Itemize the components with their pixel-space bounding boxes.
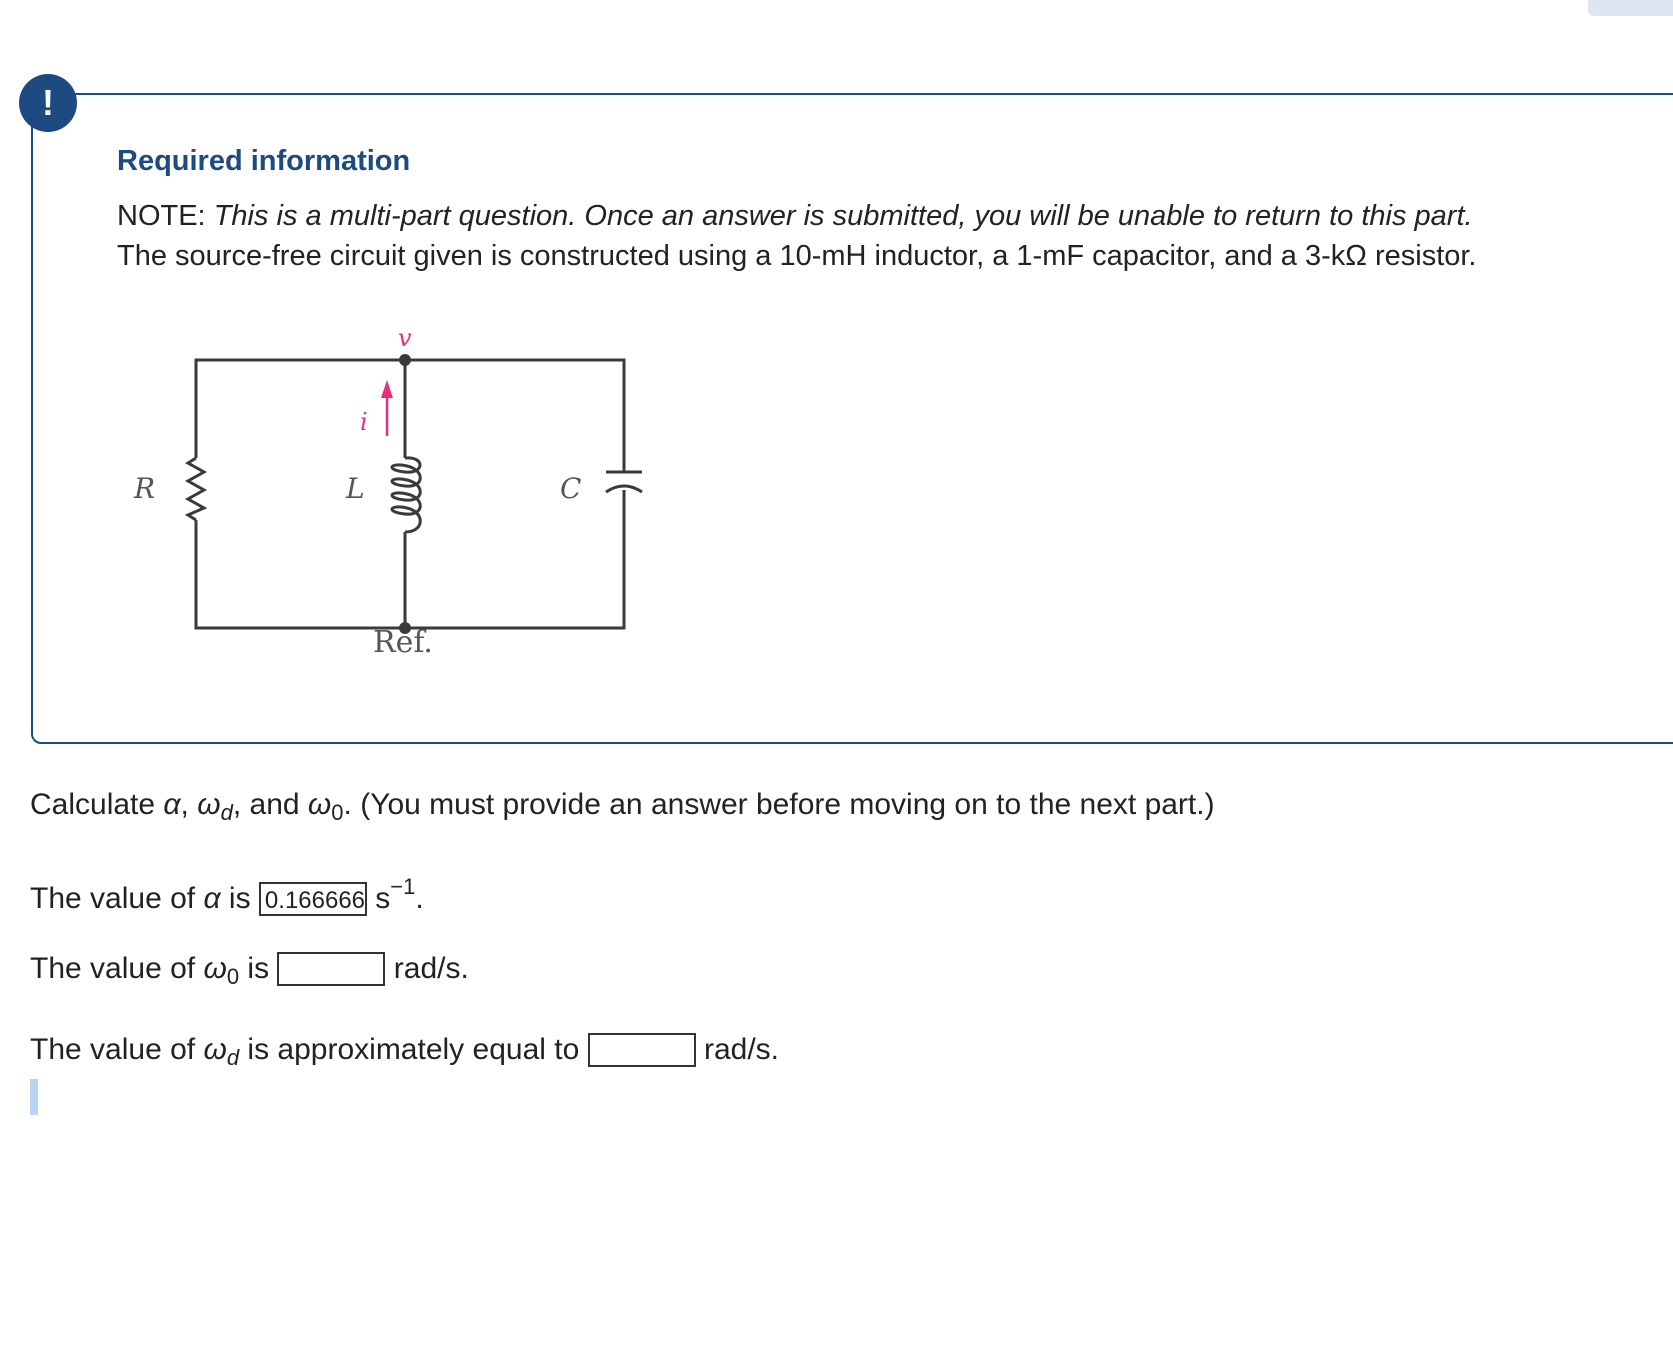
answer-is: is	[247, 952, 270, 985]
omega-0-sub: 0	[331, 800, 344, 825]
unit-exponent: −1	[390, 874, 416, 899]
alert-icon: !	[19, 74, 77, 132]
omega-d-sub: d	[226, 1045, 240, 1070]
wire-right-bottom	[405, 490, 624, 628]
omegad-answer-row	[30, 1033, 779, 1071]
answer-prefix: The value of	[30, 952, 196, 985]
resistor-symbol	[188, 458, 204, 520]
wire-left-top	[196, 360, 405, 458]
answer-unit: rad/s.	[703, 1033, 779, 1066]
prompt-sep: , and	[232, 788, 300, 821]
answer-prefix: The value of	[30, 1033, 196, 1066]
current-arrow-icon	[381, 380, 393, 436]
node-top	[399, 354, 411, 366]
answer-unit: s	[375, 882, 391, 915]
alpha-symbol: α	[203, 882, 221, 915]
current-label: i	[360, 408, 368, 436]
note-text: This is a multi-part question. Once an answer is submitted, you will be unable to return to this part.	[213, 200, 1473, 232]
required-info-title: Required information	[117, 145, 411, 177]
alpha-symbol: α	[163, 788, 181, 821]
omega-d-symbol: ω	[203, 1033, 227, 1066]
answer-end: .	[415, 882, 424, 915]
alpha-answer-row	[30, 874, 424, 916]
omega0-answer-row	[30, 952, 469, 990]
prompt-suffix: . (You must provide an answer before moving on to the next part.)	[343, 788, 1215, 821]
top-corner-tab	[1588, 0, 1673, 16]
resistor-label: R	[134, 472, 156, 505]
alpha-input[interactable]: 0.166666	[259, 882, 367, 916]
omega0-input[interactable]	[277, 952, 385, 986]
reference-label: Ref.	[373, 625, 433, 660]
answer-is: is approximately equal to	[247, 1033, 580, 1066]
omega-0-symbol: ω	[203, 952, 227, 985]
omega-d-sub: d	[220, 800, 233, 825]
wire-left-bottom	[196, 520, 405, 628]
text-cursor	[30, 1079, 38, 1115]
omegad-input[interactable]	[588, 1033, 696, 1067]
wire-right-top	[405, 360, 624, 472]
capacitor-symbol	[606, 472, 642, 492]
omega-0-symbol: ω	[307, 788, 332, 821]
circuit-description: The source-free circuit given is constructed using a 10-mH inductor, a 1-mF capacitor, and a 3-kΩ resistor.	[117, 240, 1477, 272]
prompt-sep: ,	[180, 788, 189, 821]
voltage-label: v	[398, 324, 412, 352]
inductor-symbol	[392, 458, 420, 532]
omega-d-symbol: ω	[197, 788, 221, 821]
circuit-diagram	[130, 310, 650, 660]
capacitor-label: C	[560, 472, 582, 505]
omega-0-sub: 0	[226, 964, 240, 989]
answer-is: is	[228, 882, 251, 915]
answer-unit: rad/s.	[393, 952, 469, 985]
question-prompt	[30, 788, 1215, 826]
note-label: NOTE:	[117, 200, 206, 232]
answer-prefix: The value of	[30, 882, 196, 915]
prompt-prefix: Calculate	[30, 788, 156, 821]
inductor-label: L	[346, 472, 365, 505]
note-line	[117, 200, 1473, 233]
